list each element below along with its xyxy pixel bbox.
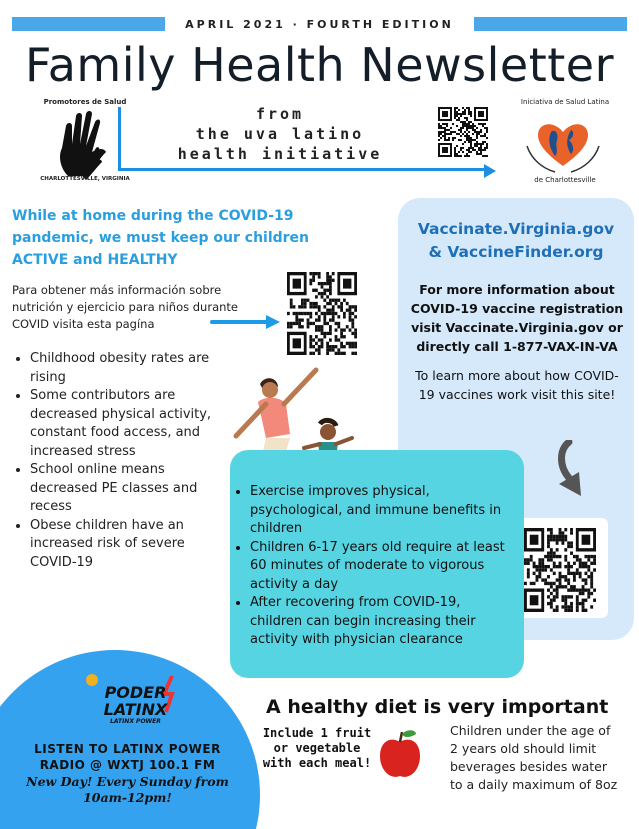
from-text <box>160 104 400 164</box>
diet-heading: A healthy diet is very important <box>266 696 609 718</box>
iniciativa-logo-subtitle: de Charlottesville <box>534 176 596 184</box>
beverage-tip-text: Children under the age of 2 years old should limit beverages besides water to a daily maximum of 8oz <box>450 723 618 792</box>
list-item: • Children 6-17 years old require at least 60 minutes of moderate to vigorous activity a day <box>250 539 512 595</box>
arrow-head-icon <box>484 163 498 182</box>
iniciativa-logo-title: Iniciativa de Salud Latina <box>520 98 610 106</box>
vaccinate-virginia-link[interactable]: Vaccinate.Virginia.gov <box>417 220 615 238</box>
fruit-tip-text: Include 1 fruit or vegetable with each meal! <box>262 726 372 770</box>
qr-code-icon[interactable] <box>438 107 488 157</box>
vaccine-info-text: For more information about COVID-19 vaccine registration visit Vaccinate.Virginia.gov or directly call 1-877-VAX-IN-VA <box>410 282 624 354</box>
edition-label: APRIL 2021 · FOURTH EDITION <box>185 18 454 31</box>
apple-icon <box>378 728 422 782</box>
vaccine-learn-text: To learn more about how COVID-19 vaccines work visit this site! <box>415 368 619 402</box>
from-line-3: health initiative <box>177 145 383 163</box>
from-line-1: from <box>255 105 305 123</box>
radio-schedule-text: New Day! Every Sunday from 10am-12pm! <box>26 774 229 805</box>
page-title: Family Health Newsletter <box>25 38 614 92</box>
promotores-logo-subtitle: CHARLOTTESVILLE, VIRGINIA <box>40 176 130 182</box>
latinx-word: LATINX <box>103 700 168 719</box>
curved-arrow-icon <box>545 440 585 500</box>
pointer-arrow-icon <box>210 314 280 328</box>
promotores-logo <box>38 98 128 188</box>
from-arrow-line <box>118 168 488 171</box>
list-item: • Obese children have an increased risk of severe COVID-19 <box>30 517 227 573</box>
list-item: • After recovering from COVID-19, children can begin increasing their activity with physician clearance <box>250 594 512 650</box>
qr-code-icon[interactable] <box>524 528 596 612</box>
exercise-bullet-list <box>232 483 512 650</box>
vaccine-links <box>398 218 634 264</box>
from-line-2: the uva latino <box>195 125 365 143</box>
latinx-power-word: LATINX POWER <box>110 718 161 725</box>
list-item: • School online means decreased PE classes and recess <box>30 461 227 517</box>
section-heading: While at home during the COVID-19 pandemic, we must keep our children ACTIVE and HEALTHY <box>12 208 310 268</box>
obesity-bullet-list <box>12 350 227 572</box>
iniciativa-logo <box>513 96 613 186</box>
poder-word: PODER <box>104 683 167 702</box>
list-item: • Childhood obesity rates are rising <box>30 350 227 387</box>
promotores-logo-title: Promotores de Salud <box>43 98 127 106</box>
from-bracket-line <box>118 107 121 171</box>
spanish-info-text: Para obtener más información sobre nutrición y ejercicio para niños durante COVID visita esta pagína <box>12 283 238 331</box>
list-item: • Some contributors are decreased physical activity, constant food access, and increased stress <box>30 387 227 461</box>
radio-listen-text: LISTEN TO LATINX POWER RADIO @ WXTJ 100.1 FM <box>34 742 221 772</box>
list-item: • Exercise improves physical, psychological, and immune benefits in children <box>250 483 512 539</box>
poder-latinx-wordmark <box>88 684 183 726</box>
qr-code-icon[interactable] <box>287 272 357 355</box>
vaccinefinder-link[interactable]: & VaccineFinder.org <box>428 243 604 261</box>
